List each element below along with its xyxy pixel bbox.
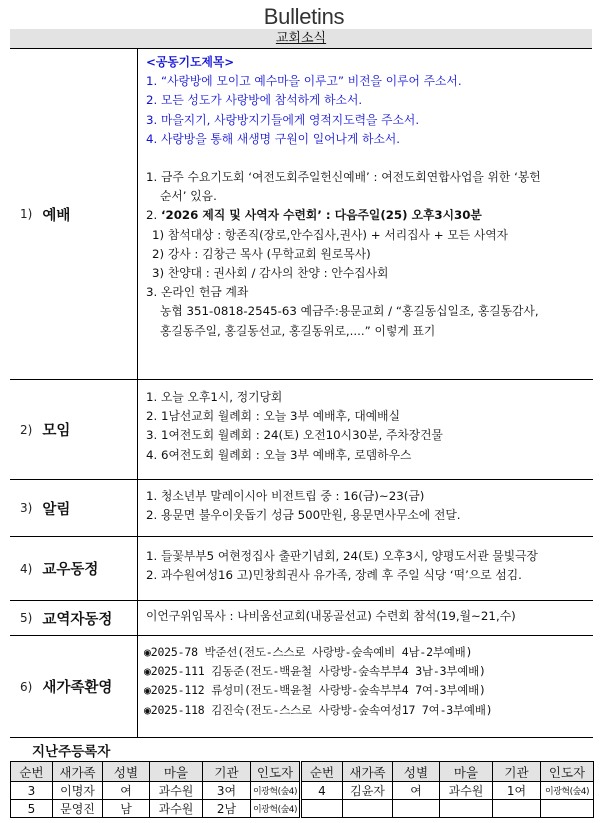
column-header: 기관	[203, 762, 251, 782]
section-new-family	[10, 636, 593, 738]
section-pastor-news	[10, 601, 593, 636]
section-label	[10, 480, 138, 536]
bank-account-note: 홍길동주일, 홍길동선교, 홍길동위로,....” 이렇게 표기	[160, 323, 436, 338]
section-worship	[10, 49, 593, 380]
section-body	[138, 49, 593, 379]
section-number: 6)	[20, 679, 33, 694]
table-cell: 과수원	[440, 782, 493, 800]
notice-item: 2. 용문면 불우이웃돕기 성금 500만원, 용문면사무소에 전달.	[146, 508, 461, 523]
column-header: 기관	[493, 762, 541, 782]
section-label	[10, 601, 138, 635]
registrants-table	[10, 761, 594, 818]
registrants-title: 지난주등록자	[32, 744, 111, 760]
section-body	[138, 636, 593, 737]
section-meetings	[10, 380, 593, 480]
section-name: 알림	[42, 501, 71, 518]
worship-item-cont: 순서’ 있음.	[160, 189, 217, 204]
section-name: 교우동정	[42, 562, 99, 578]
column-header: 마을	[150, 762, 203, 782]
section-number: 2)	[20, 422, 33, 437]
section-label	[10, 380, 138, 479]
table-cell: 5	[11, 800, 53, 818]
section-band-label: 교회소식	[275, 31, 327, 46]
section-notices	[10, 480, 593, 537]
table-cell: 문영진	[53, 800, 103, 818]
meeting-item: 4. 6여전도회 월례회 : 오늘 3부 예배후, 로뎀하우스	[146, 447, 412, 462]
table-cell	[301, 800, 343, 818]
section-body	[138, 380, 593, 479]
prayer-item: 4. 사랑방을 통해 새생명 구원이 일어나게 하소서.	[146, 131, 401, 146]
section-body	[138, 601, 593, 635]
worship-item	[146, 206, 593, 225]
table-cell: 과수원	[150, 800, 203, 818]
table-cell: 1여	[493, 782, 541, 800]
worship-item: 3. 온라인 헌금 계좌	[146, 285, 249, 300]
pastor-news-item: 이언구위임목사 : 나비움선교회(내몽골선교) 수련회 참석(19,월~21,수)	[146, 609, 516, 623]
item-prefix: 2.	[146, 208, 162, 223]
retreat-detail: 1) 참석대상 : 항존직(장로,안수집사,권사) + 서리집사 + 모든 사역자	[152, 227, 509, 242]
new-family-item: ◉2025-111 김동준(전도-백윤철 사랑방-숲속부부4 3남-3부예배)	[144, 664, 486, 679]
prayer-item: 2. 모든 성도가 사랑방에 참석하게 하소서.	[146, 93, 363, 108]
retreat-notice: ‘2026 제직 및 사역자 수련회’ : 다음주일(25) 오후3시30분	[161, 208, 482, 223]
section-label	[10, 537, 138, 600]
section-body	[138, 537, 593, 600]
section-name: 예배	[42, 207, 71, 224]
member-news-item: 2. 과수원여성16 고)민창희권사 유가족, 장례 후 주일 식당 ‘떡’으로 섬김.	[146, 568, 522, 583]
table-cell: 3	[11, 782, 53, 800]
page-title: Bulletins	[263, 4, 345, 29]
meeting-item: 1. 오늘 오후1시, 정기당회	[146, 390, 283, 404]
table-row	[11, 800, 594, 818]
section-name: 모임	[42, 423, 71, 439]
section-number: 3)	[20, 501, 33, 515]
table-cell: 4	[301, 782, 343, 800]
table-cell: 김윤자	[343, 782, 393, 800]
section-number: 1)	[20, 207, 33, 221]
table-cell	[343, 800, 393, 818]
table-cell: 과수원	[150, 782, 203, 800]
meeting-item: 2. 1남선교회 월례회 : 오늘 3부 예배후, 대예배실	[146, 409, 400, 424]
announcements-table	[10, 49, 593, 738]
column-header: 순번	[11, 762, 53, 782]
retreat-detail: 2) 강사 : 김창근 목사 (무학교회 원로목사)	[152, 246, 371, 261]
section-member-news	[10, 537, 593, 601]
bank-account: 농협 351-0818-2545-63 예금주:용문교회 / “홍길동십일조, 홍길동감사,	[160, 304, 539, 319]
table-cell: 이명자	[53, 782, 103, 800]
column-header: 순번	[301, 762, 343, 782]
table-cell	[541, 800, 594, 818]
table-cell: 이광혁(숲4)	[541, 782, 594, 800]
column-header: 인도자	[251, 762, 301, 782]
section-label	[10, 49, 138, 379]
section-name: 교역자동정	[42, 611, 113, 628]
section-number: 4)	[20, 561, 33, 576]
table-cell: 2남	[203, 800, 251, 818]
column-header: 인도자	[541, 762, 594, 782]
prayer-item: 1. “사랑방에 모이고 예수마을 이루고” 비전을 이루어 주소서.	[146, 74, 462, 89]
worship-item: 1. 금주 수요기도회 ‘여전도회주일헌신예배’ : 여전도회연합사업을 위한 ‘봉헌	[146, 170, 541, 185]
new-family-item: ◉2025-118 김진숙(전도-스스로 사랑방-숲속여성17 7여-3부예배)	[144, 702, 493, 717]
table-row	[11, 782, 594, 800]
column-header: 마을	[440, 762, 493, 782]
new-family-item: ◉2025-112 류성미(전도-백윤철 사랑방-숲속부부4 7여-3부예배)	[144, 683, 486, 698]
table-cell	[493, 800, 541, 818]
section-number: 5)	[20, 611, 33, 625]
section-label	[10, 636, 138, 737]
table-cell: 이광혁(숲4)	[251, 800, 301, 818]
prayer-item: 3. 마을지기, 사랑방지기들에게 영적지도력을 주소서.	[146, 112, 420, 127]
table-cell: 여	[393, 782, 440, 800]
column-header: 성별	[103, 762, 150, 782]
table-header-row	[11, 762, 594, 782]
retreat-detail: 3) 찬양대 : 권사회 / 감사의 찬양 : 안수집사회	[152, 266, 389, 281]
section-band	[10, 29, 592, 49]
section-name: 새가족환영	[42, 680, 113, 696]
table-cell: 남	[103, 800, 150, 818]
notice-item: 1. 청소년부 말레이시아 비전트립 중 : 16(금)~23(금)	[146, 489, 425, 503]
new-family-item: ◉2025-78 박준선(전도-스스로 사랑방-숲속예비 4남-2부예배)	[144, 645, 473, 659]
table-cell	[393, 800, 440, 818]
column-header: 성별	[393, 762, 440, 782]
column-header: 새가족	[53, 762, 103, 782]
meeting-item: 3. 1여전도회 월례회 : 24(토) 오전10시30분, 주차장건물	[146, 428, 443, 443]
table-cell: 여	[103, 782, 150, 800]
table-cell: 이광혁(숲4)	[251, 782, 301, 800]
section-body	[138, 480, 593, 536]
member-news-item: 1. 들꽃부부5 여현정집사 출판기념회, 24(토) 오후3시, 양평도서관 물빛극장	[146, 549, 538, 563]
table-cell: 3여	[203, 782, 251, 800]
table-cell	[440, 800, 493, 818]
prayer-heading: <공동기도제목>	[146, 55, 235, 69]
column-header: 새가족	[343, 762, 393, 782]
